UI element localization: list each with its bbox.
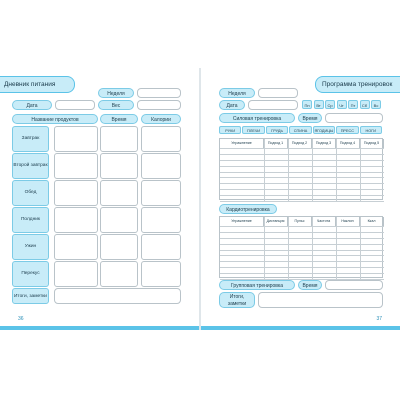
table-column-header: Упражнение	[220, 217, 264, 226]
row-divider	[220, 189, 384, 190]
weekday-chip[interactable]: Вс	[371, 100, 381, 109]
table-column-header: Подход 1	[264, 139, 288, 148]
meal-label: Обед	[12, 180, 49, 206]
muscle-group-chip[interactable]: ГРУДЬ	[266, 126, 288, 134]
meal-label: Ужин	[12, 234, 49, 260]
table-column-header: Упражнение	[220, 139, 264, 148]
row-divider	[220, 195, 384, 196]
weekday-chip[interactable]: Вт	[314, 100, 324, 109]
row-divider	[220, 250, 384, 251]
strength-training-label: Силовая тренировка	[219, 113, 295, 123]
products-cell[interactable]	[54, 126, 98, 152]
products-cell[interactable]	[54, 180, 98, 206]
table-column-header: Частота	[312, 217, 336, 226]
notebook-spread	[0, 68, 400, 328]
time-cell[interactable]	[100, 207, 138, 233]
page-number: 36	[18, 316, 24, 322]
table-column-header: Подход 3	[312, 139, 336, 148]
row-divider	[220, 255, 384, 256]
table-column-header: Пульс	[288, 217, 312, 226]
week-label: Неделя	[219, 88, 255, 98]
calories-cell[interactable]	[141, 261, 181, 287]
weekday-chip[interactable]: Чт	[337, 100, 347, 109]
products-cell[interactable]	[54, 234, 98, 260]
weekday-chip[interactable]: Ср	[325, 100, 335, 109]
page-number: 37	[376, 316, 382, 322]
date-label: Дата	[12, 100, 52, 110]
muscle-group-chip[interactable]: НОГИ	[360, 126, 382, 134]
cardio-table	[219, 216, 383, 278]
strength-time-label: Время	[298, 113, 322, 123]
meal-label: Перекус	[12, 261, 49, 287]
muscle-group-chip[interactable]: ЯГОДИЦЫ	[313, 126, 335, 134]
products-cell[interactable]	[54, 207, 98, 233]
weekday-chip[interactable]: Сб	[360, 100, 370, 109]
weekday-chip[interactable]: Пн	[302, 100, 312, 109]
row-divider	[220, 183, 384, 184]
weight-field[interactable]	[137, 100, 181, 110]
notes-field[interactable]	[258, 292, 383, 308]
row-divider	[220, 166, 384, 167]
week-label: Неделя	[98, 88, 134, 98]
products-cell[interactable]	[54, 261, 98, 287]
date-field[interactable]	[55, 100, 95, 110]
row-divider	[220, 148, 384, 149]
column-header-time: Время	[100, 114, 138, 124]
calories-cell[interactable]	[141, 153, 181, 179]
muscle-group-chip[interactable]: РУКИ	[219, 126, 241, 134]
strength-time-field[interactable]	[325, 113, 383, 123]
group-time-field[interactable]	[325, 280, 383, 290]
time-cell[interactable]	[100, 261, 138, 287]
group-training-label: Групповая тренировка	[219, 280, 295, 290]
food-diary-page	[0, 68, 199, 330]
column-header-products: Название продуктов	[12, 114, 98, 124]
row-divider	[220, 244, 384, 245]
table-column-header: Подход 2	[288, 139, 312, 148]
calories-cell[interactable]	[141, 126, 181, 152]
table-column-header: Дистанция	[264, 217, 288, 226]
weight-label: Вес	[98, 100, 134, 110]
row-divider	[220, 232, 384, 233]
time-cell[interactable]	[100, 153, 138, 179]
column-header-calories: Калории	[141, 114, 181, 124]
page-title: Дневник питания	[0, 76, 75, 93]
cardio-training-label: Кардиотренировка	[219, 204, 277, 214]
row-divider	[220, 160, 384, 161]
time-cell[interactable]	[100, 180, 138, 206]
strength-table	[219, 138, 383, 200]
products-cell[interactable]	[54, 153, 98, 179]
row-divider	[220, 226, 384, 227]
row-divider	[220, 172, 384, 173]
date-field[interactable]	[248, 100, 298, 110]
meal-label: Второй завтрак	[12, 153, 49, 179]
row-divider	[220, 177, 384, 178]
week-field[interactable]	[137, 88, 181, 98]
meal-label: Завтрак	[12, 126, 49, 152]
meal-label: Полдник	[12, 207, 49, 233]
table-column-header: Наклон	[336, 217, 360, 226]
group-time-label: Время	[298, 280, 322, 290]
table-column-header: Подход 4	[336, 139, 360, 148]
notes-field[interactable]	[54, 288, 181, 304]
date-label: Дата	[219, 100, 245, 110]
weekday-chip[interactable]: Пт	[348, 100, 358, 109]
muscle-group-chip[interactable]: ПЛЕЧИ	[242, 126, 264, 134]
muscle-group-chip[interactable]: СПИНА	[289, 126, 311, 134]
calories-cell[interactable]	[141, 180, 181, 206]
row-divider	[220, 201, 384, 202]
time-cell[interactable]	[100, 126, 138, 152]
calories-cell[interactable]	[141, 234, 181, 260]
row-divider	[220, 273, 384, 274]
week-field[interactable]	[258, 88, 298, 98]
time-cell[interactable]	[100, 234, 138, 260]
notes-label: Итоги, заметки	[219, 292, 255, 308]
table-column-header: Подход 5	[360, 139, 384, 148]
row-divider	[220, 261, 384, 262]
row-divider	[220, 154, 384, 155]
training-program-page	[201, 68, 400, 330]
table-column-header: Ккал	[360, 217, 384, 226]
notes-label: Итоги, заметки	[12, 288, 49, 304]
row-divider	[220, 267, 384, 268]
row-divider	[220, 238, 384, 239]
page-title: Программа тренировок	[315, 76, 400, 93]
muscle-group-chip[interactable]: ПРЕСС	[336, 126, 358, 134]
calories-cell[interactable]	[141, 207, 181, 233]
